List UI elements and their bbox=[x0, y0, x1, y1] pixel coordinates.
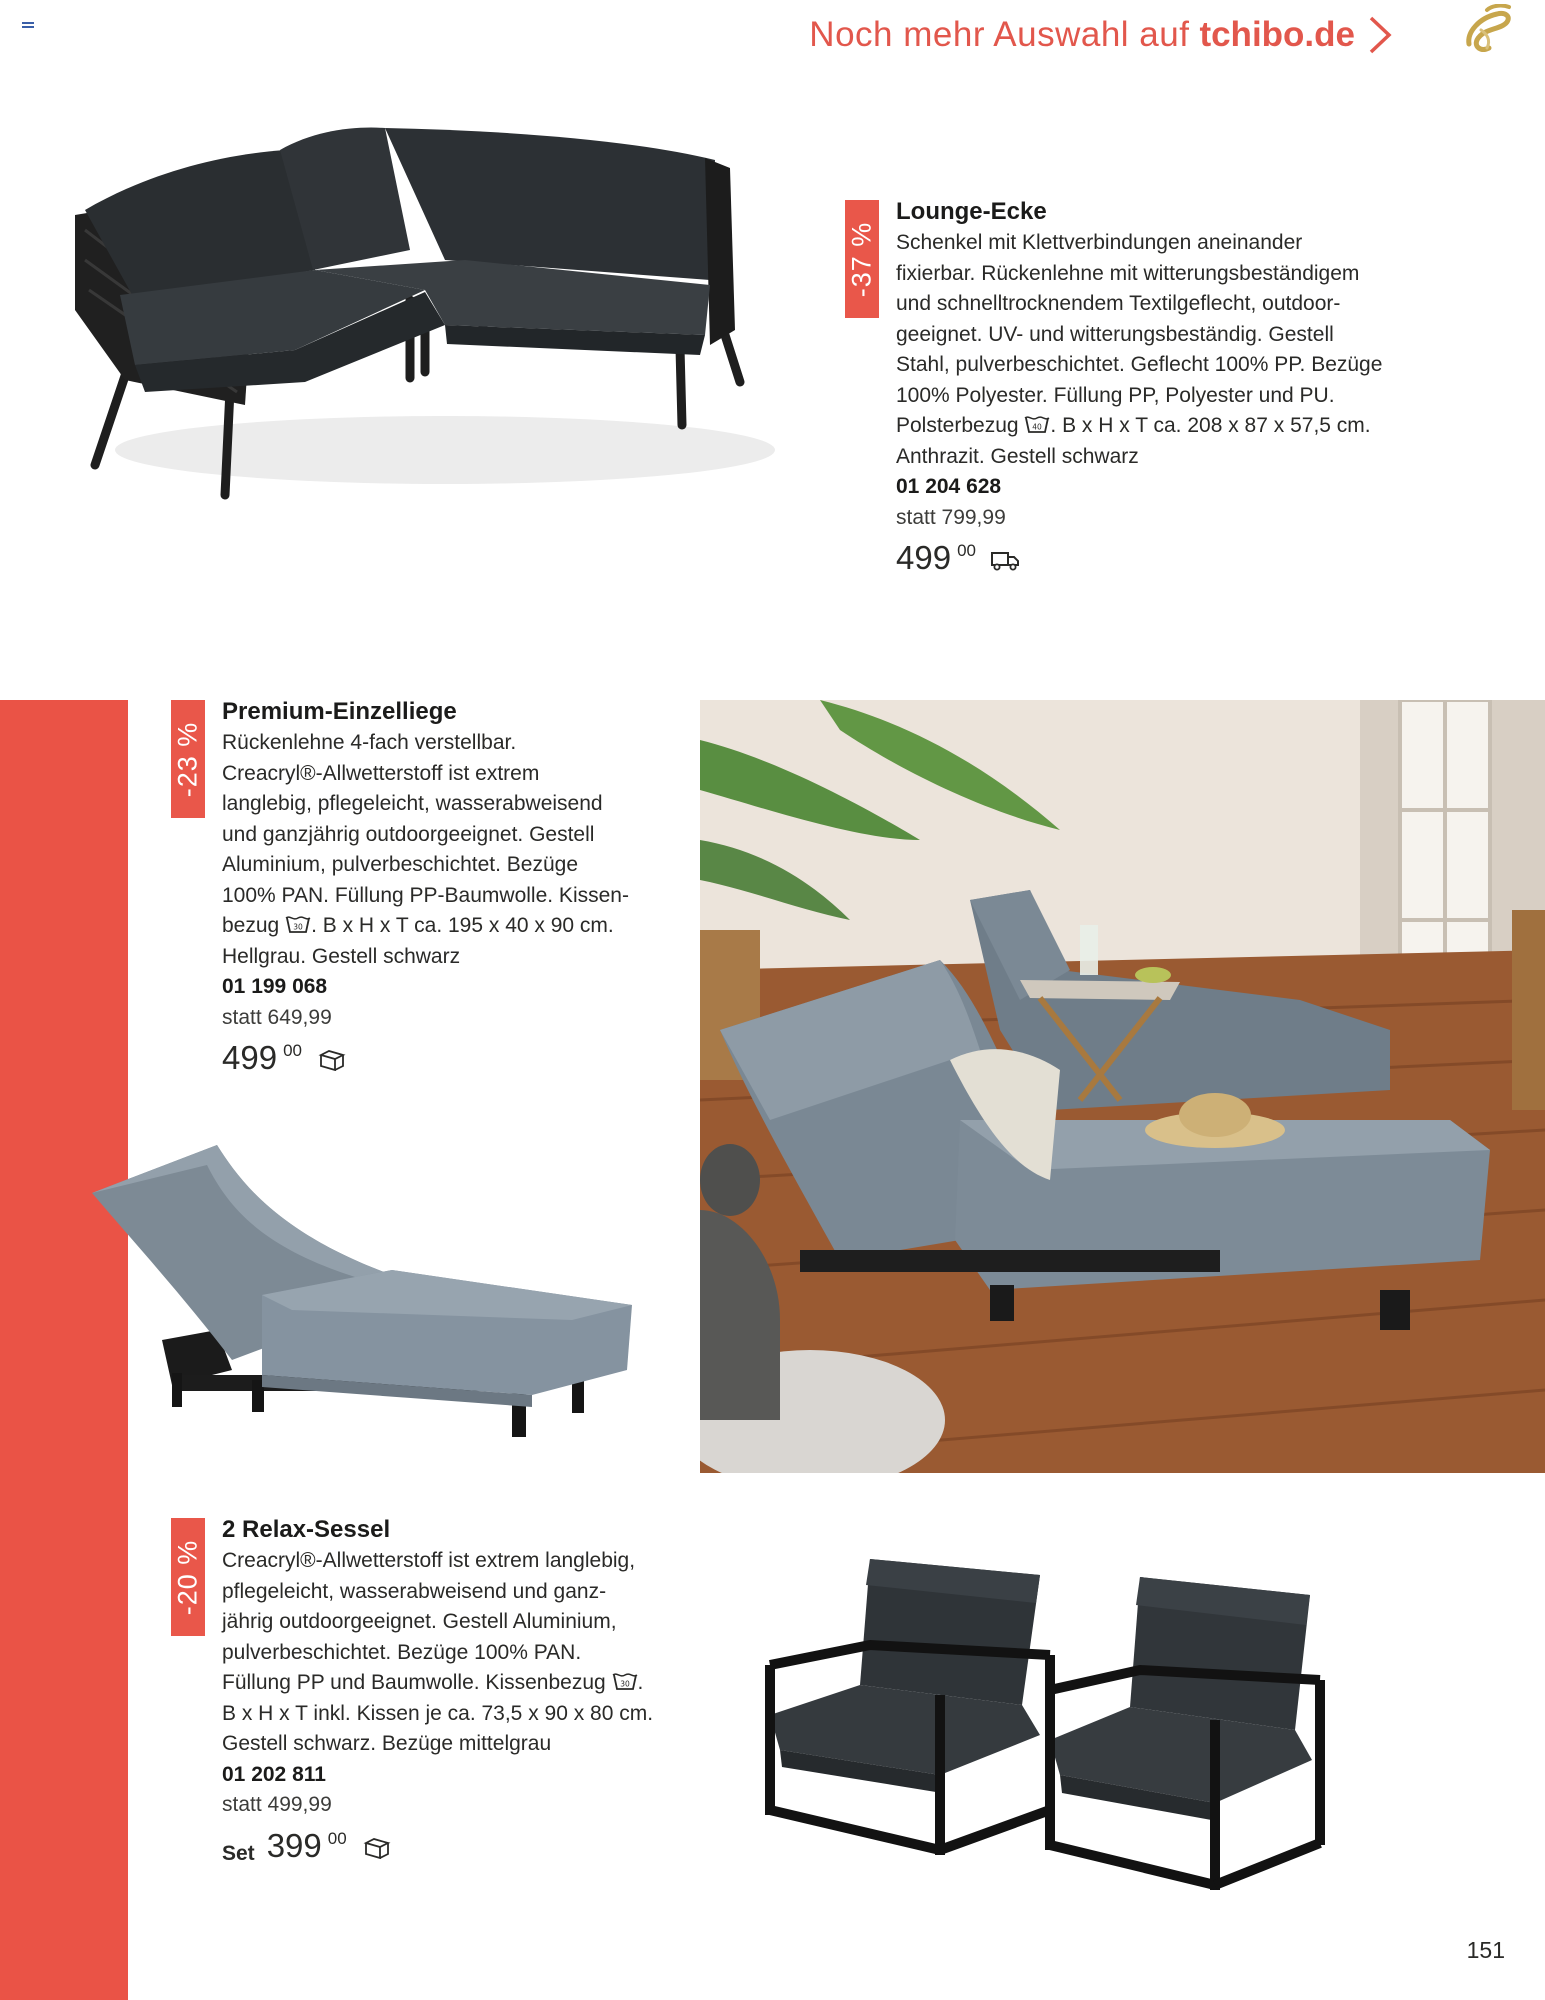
price-main: 399 bbox=[266, 1826, 322, 1864]
price-cents: 00 bbox=[283, 1041, 302, 1060]
menu-icon[interactable] bbox=[22, 22, 34, 32]
relax-armchairs-image[interactable] bbox=[760, 1555, 1330, 1895]
svg-text:40: 40 bbox=[1032, 422, 1043, 432]
article-number: 01 199 068 bbox=[222, 975, 328, 998]
wash-30-icon bbox=[285, 915, 311, 935]
price-prefix: Set bbox=[222, 1841, 255, 1865]
old-price: statt 499,99 bbox=[222, 1793, 332, 1816]
product-title: 2 Relax-Sessel bbox=[222, 1516, 391, 1543]
header-domain-text: tchibo.de bbox=[1199, 15, 1355, 54]
product-title: Premium-Einzelliege bbox=[222, 698, 457, 725]
old-price: statt 649,99 bbox=[222, 1005, 332, 1029]
article-number: 01 204 628 bbox=[896, 475, 1002, 498]
product-title: Lounge-Ecke bbox=[896, 198, 1047, 225]
old-price: statt 799,99 bbox=[896, 505, 1006, 529]
header-lead-text: Noch mehr Auswahl auf bbox=[809, 15, 1190, 54]
single-lounger-image[interactable] bbox=[92, 1145, 652, 1455]
wash-30-icon bbox=[612, 1672, 638, 1692]
price bbox=[896, 539, 1456, 577]
price-main: 499 bbox=[896, 539, 952, 576]
svg-text:30: 30 bbox=[619, 1679, 630, 1689]
price-cents: 00 bbox=[957, 541, 976, 560]
tchibo-link[interactable] bbox=[809, 14, 1395, 56]
product-premium-einzelliege bbox=[222, 696, 692, 1077]
discount-badge: -23 % bbox=[171, 700, 205, 818]
product-description: Creacryl®-Allwetterstoff ist extrem langlebig, pflegeleicht, wasserabweisend und ganz- jährig outdoorgeeignet. Gestell Aluminium, pulverbeschichtet. Bezüge 100% PAN. Füllung PP und Baumwolle. Kissenbezug 30 . B x H x T inkl. Kissen je ca. 73,5 x 90 x 80 cm. Gestell schwarz. Bezüge mittelgrau bbox=[222, 1549, 654, 1755]
delivery-truck-icon bbox=[990, 549, 1020, 571]
article-number: 01 202 811 bbox=[222, 1762, 326, 1786]
chevron-right-icon bbox=[1365, 15, 1395, 55]
parcel-box-icon bbox=[361, 1837, 391, 1859]
price bbox=[222, 1039, 692, 1077]
svg-text:30: 30 bbox=[293, 922, 303, 932]
discount-badge: -37 % bbox=[845, 200, 879, 318]
tchibo-logo-icon[interactable] bbox=[1457, 4, 1515, 56]
discount-badge: -20 % bbox=[171, 1518, 205, 1636]
product-description: Schenkel mit Klettverbindungen aneinander fixierbar. Rückenlehne mit witterungsbeständigem und schnelltrocknendem Textilgeflecht, outdoor- geeignet. UV- und witterungsbeständig. Gestell Stahl, pulverbeschichtet. Geflecht 100% PP. Bezüge 100% Polyester. Füllung PP, Polyester und PU. Polsterbezug 40 . B x H x T ca. 208 x 87 x 57,5 cm. Anthrazit. Gestell schwarz bbox=[896, 231, 1383, 468]
product-lounge-ecke bbox=[896, 196, 1456, 577]
price-main: 499 bbox=[222, 1039, 278, 1076]
parcel-box-icon bbox=[316, 1049, 346, 1071]
product-description: Rückenlehne 4-fach verstellbar. Creacryl®-Allwetterstoff ist extrem langlebig, pflegeleicht, wasserabweisend und ganzjährig outdoorgeeignet. Gestell Aluminium, pulverbeschichtet. Bezüge 100% PAN. Füllung PP-Baumwolle. Kissen- bezug 30 . B x H x T ca. 195 x 40 x 90 cm. Hellgrau. Gestell schwarz bbox=[222, 731, 629, 968]
price-cents: 00 bbox=[327, 1828, 347, 1848]
price bbox=[222, 1827, 722, 1870]
terrace-lounger-photo[interactable] bbox=[700, 700, 1545, 1473]
lounge-corner-sofa-image[interactable] bbox=[65, 120, 795, 510]
wash-40-icon bbox=[1024, 415, 1050, 435]
product-relax-sessel bbox=[222, 1514, 722, 1869]
page-number: 151 bbox=[1466, 1937, 1505, 1963]
